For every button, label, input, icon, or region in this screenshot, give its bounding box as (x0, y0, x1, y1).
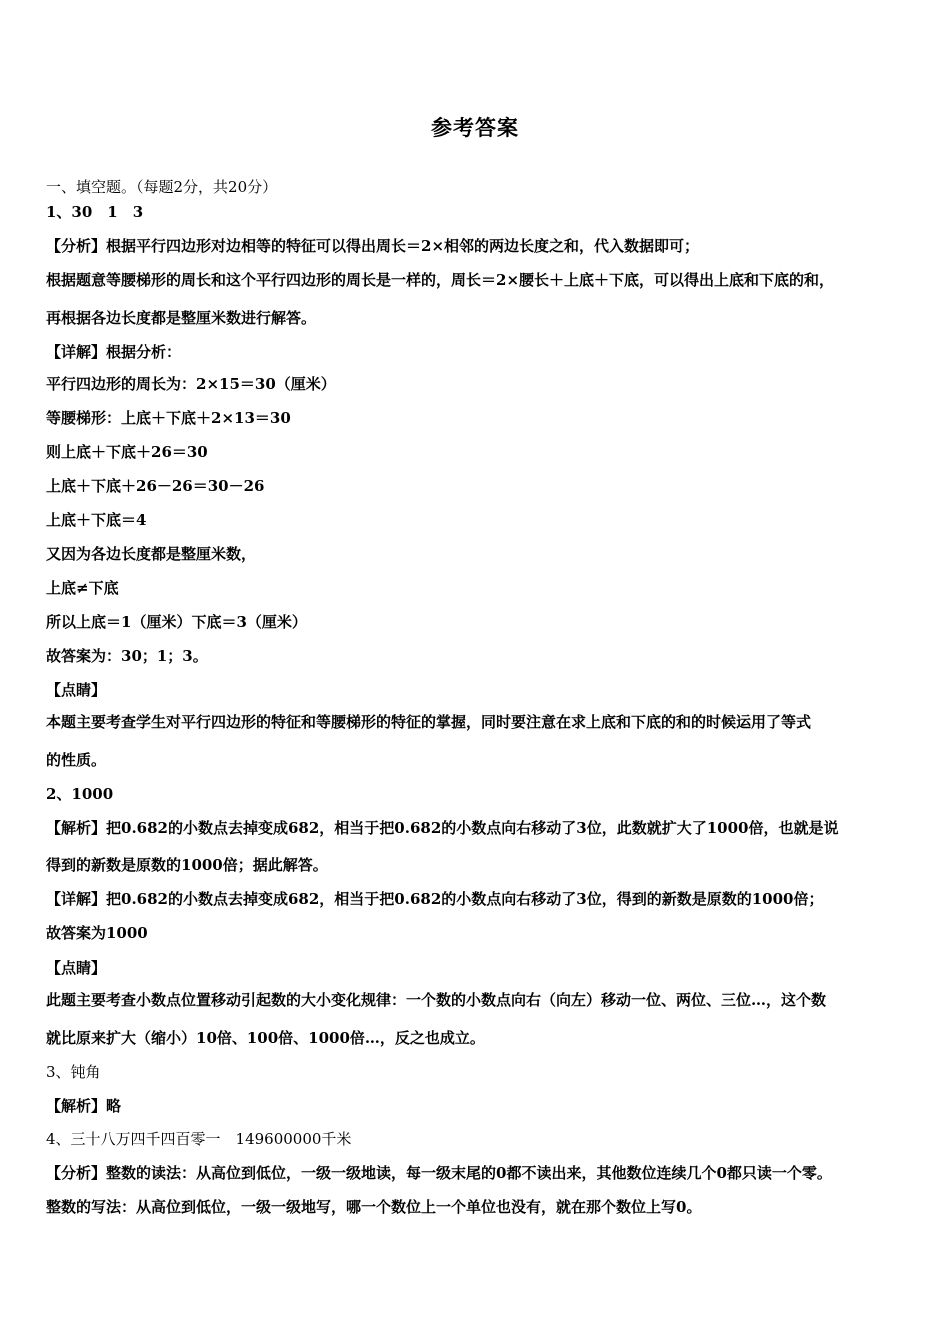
detail-1-line: 上底＋下底＋26－26＝30－26 (46, 477, 265, 495)
detail-1: 【详解】根据分析： (46, 343, 182, 361)
detail-1-line: 平行四边形的周长为：2×15＝30（厘米） (46, 375, 336, 393)
analysis-2: 【解析】把0.682的小数点去掉变成682，相当于把0.682的小数点向右移动了3位，此数就扩大了1000倍，也就是说 (46, 819, 839, 837)
detail-1-line: 所以上底＝1（厘米）下底＝3（厘米） (46, 613, 307, 631)
analysis-1-cont2: 再根据各边长度都是整厘米数进行解答。 (46, 309, 317, 327)
comment-1-cont: 的性质。 (46, 751, 107, 769)
comment-2-label: 【点睛】 (46, 959, 107, 977)
analysis-4: 【分析】整数的读法：从高位到低位，一级一级地读，每一级末尾的0都不读出来，其他数位连续几个0都只读一个零。 (46, 1164, 832, 1182)
answer-4: 4、三十八万四千四百零一 149600000千米 (46, 1130, 352, 1148)
answer-3: 3、钝角 (46, 1063, 101, 1081)
detail-1-line: 上底≠下底 (46, 579, 119, 597)
section-heading: 一、填空题。（每题2分，共20分） (46, 178, 278, 196)
answer-2: 2、1000 (46, 785, 114, 803)
analysis-1: 【分析】根据平行四边形对边相等的特征可以得出周长＝2×相邻的两边长度之和，代入数据即可； (46, 237, 700, 255)
analysis-3: 【解析】略 (46, 1097, 122, 1115)
detail-2: 【详解】把0.682的小数点去掉变成682，相当于把0.682的小数点向右移动了3位，得到的新数是原数的1000倍； (46, 890, 824, 908)
comment-1-label: 【点睛】 (46, 681, 107, 699)
analysis-2-cont: 得到的新数是原数的1000倍；据此解答。 (46, 856, 328, 874)
detail-2-answer: 故答案为1000 (46, 924, 148, 942)
comment-2: 此题主要考查小数点位置移动引起数的大小变化规律：一个数的小数点向右（向左）移动一位、两位、三位…，这个数 (46, 991, 827, 1009)
page-title: 参考答案 (431, 116, 519, 140)
detail-1-line: 等腰梯形：上底＋下底＋2×13＝30 (46, 409, 291, 427)
detail-1-line: 则上底＋下底＋26＝30 (46, 443, 208, 461)
detail-1-answer: 故答案为：30；1；3。 (46, 647, 208, 665)
comment-1: 本题主要考查学生对平行四边形的特征和等腰梯形的特征的掌握，同时要注意在求上底和下底的和的时候运用了等式 (46, 713, 812, 731)
analysis-1-cont: 根据题意等腰梯形的周长和这个平行四边形的周长是一样的，周长＝2×腰长＋上底＋下底，可以得出上底和下底的和， (46, 271, 835, 289)
analysis-4-cont: 整数的写法：从高位到低位，一级一级地写，哪一个数位上一个单位也没有，就在那个数位上写0。 (46, 1198, 702, 1216)
detail-1-line: 上底＋下底＝4 (46, 511, 147, 529)
comment-2-cont: 就比原来扩大（缩小）10倍、100倍、1000倍…，反之也成立。 (46, 1029, 485, 1047)
answer-1: 1、30 1 3 (46, 203, 144, 221)
detail-1-line: 又因为各边长度都是整厘米数， (46, 545, 257, 563)
